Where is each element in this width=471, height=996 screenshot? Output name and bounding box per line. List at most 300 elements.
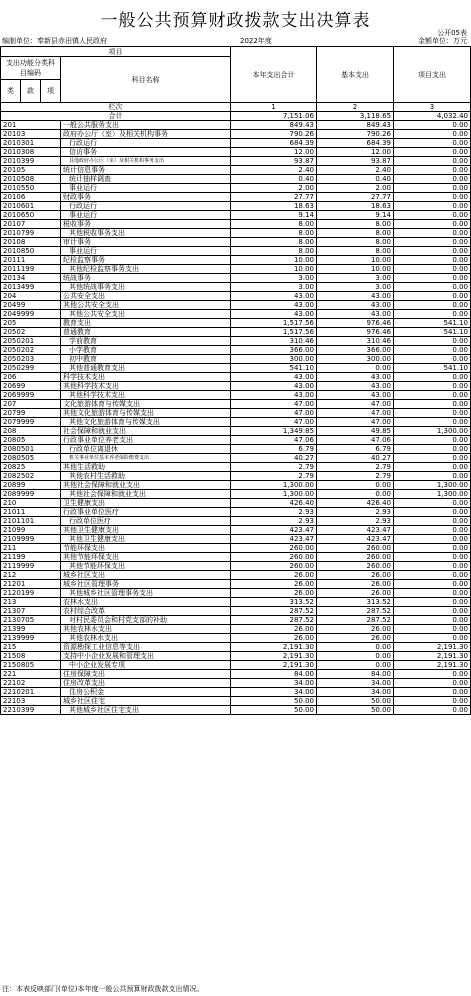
row-subject-name: 税收事务 [61,220,231,229]
row-basic: 976.46 [317,328,394,337]
table-row [1,409,471,418]
table-body [1,121,471,715]
row-code: 2130705 [1,616,61,625]
row-basic: 423.47 [317,526,394,535]
row-code: 205 [1,319,61,328]
row-project: 0.00 [394,301,471,310]
row-total: 47.06 [231,436,317,445]
row-basic: 2.79 [317,463,394,472]
row-code: 2010399 [1,157,61,166]
table-note: 注：本表反映部门(单位)本年度一般公共预算财政拨款支出情况。 [2,985,204,993]
row-code: 2080505 [1,454,61,463]
row-project: 0.00 [394,274,471,283]
table-row [1,418,471,427]
row-subject-name: 城乡社区住宅 [61,697,231,706]
row-basic: 8.00 [317,229,394,238]
line-label: 栏次 [1,103,231,112]
row-total: 43.00 [231,301,317,310]
row-subject-name: 农林水支出 [61,598,231,607]
row-project: 0.00 [394,463,471,472]
row-basic: 2.40 [317,166,394,175]
row-basic: 0.00 [317,661,394,670]
row-code: 20111 [1,256,61,265]
row-project: 0.00 [394,337,471,346]
row-total: 40.27 [231,454,317,463]
row-basic: 47.06 [317,436,394,445]
row-subject-name: 其他社会保障和就业支出 [61,481,231,490]
row-subject-name: 其他节能环保支出 [61,562,231,571]
table-row [1,373,471,382]
table-row [1,238,471,247]
row-code: 210 [1,499,61,508]
row-basic: 287.52 [317,607,394,616]
table-row [1,148,471,157]
compiling-unit: 编制单位：奉新县赤田镇人民政府 [2,37,107,45]
row-project: 0.00 [394,265,471,274]
row-project: 0.00 [394,184,471,193]
header-project-exp: 项目支出 [394,47,471,103]
report-year: 2022年度 [240,37,272,45]
table-row [1,589,471,598]
row-project: 0.00 [394,121,471,130]
row-basic: 47.00 [317,418,394,427]
table-row [1,553,471,562]
row-code: 2010301 [1,139,61,148]
header-item: 项 [41,80,61,103]
row-project: 0.00 [394,400,471,409]
table-row [1,517,471,526]
row-subject-name: 财政事务 [61,193,231,202]
row-code: 20108 [1,238,61,247]
row-code: 21011 [1,508,61,517]
row-total: 26.00 [231,625,317,634]
row-basic: 0.00 [317,490,394,499]
row-project: 0.00 [394,166,471,175]
row-basic: 43.00 [317,391,394,400]
row-code: 2101101 [1,517,61,526]
total-project: 4,032.40 [394,112,471,121]
row-total: 43.00 [231,382,317,391]
row-project: 0.00 [394,409,471,418]
table-row [1,625,471,634]
row-basic: 18.63 [317,202,394,211]
row-code: 215 [1,643,61,652]
row-code: 21199 [1,553,61,562]
row-code: 2139999 [1,634,61,643]
row-project: 541.10 [394,364,471,373]
row-subject-name: 其他农林水支出 [61,634,231,643]
row-total: 26.00 [231,580,317,589]
table-row [1,400,471,409]
row-project: 0.00 [394,382,471,391]
row-code: 2050202 [1,346,61,355]
row-total: 9.14 [231,211,317,220]
row-subject-name: 行政运行 [61,139,231,148]
table-row [1,346,471,355]
row-project: 0.00 [394,688,471,697]
row-code: 20106 [1,193,61,202]
row-code: 2010601 [1,202,61,211]
row-project: 0.00 [394,139,471,148]
table-row [1,202,471,211]
row-project: 0.00 [394,598,471,607]
table-row [1,157,471,166]
table-row [1,697,471,706]
row-basic: 84.00 [317,670,394,679]
row-project: 0.00 [394,175,471,184]
row-subject-name: 其他文化旅游体育与传媒支出 [61,418,231,427]
row-project: 0.00 [394,130,471,139]
row-subject-name: 其他统战事务支出 [61,283,231,292]
row-project: 0.00 [394,211,471,220]
row-subject-name: 资源勘探工业信息等支出 [61,643,231,652]
row-total: 34.00 [231,688,317,697]
row-total: 10.00 [231,256,317,265]
row-subject-name: 统计信息事务 [61,166,231,175]
table-row [1,220,471,229]
table-row [1,499,471,508]
row-subject-name: 其他卫生健康支出 [61,535,231,544]
row-project: 0.00 [394,535,471,544]
table-row [1,130,471,139]
row-project: 0.00 [394,589,471,598]
row-total: 2.40 [231,166,317,175]
table-row [1,166,471,175]
row-total: 27.77 [231,193,317,202]
table-row [1,688,471,697]
row-basic: 43.00 [317,373,394,382]
row-basic: 50.00 [317,706,394,715]
row-total: 43.00 [231,391,317,400]
row-project: 0.00 [394,391,471,400]
row-subject-name: 住房改革支出 [61,679,231,688]
row-project: 0.00 [394,472,471,481]
row-total: 1,300.00 [231,481,317,490]
table-row [1,598,471,607]
row-basic: 26.00 [317,634,394,643]
row-subject-name: 科学技术支出 [61,373,231,382]
row-total: 6.79 [231,445,317,454]
row-total: 50.00 [231,697,317,706]
row-code: 211 [1,544,61,553]
table-row [1,463,471,472]
row-project: 0.00 [394,508,471,517]
table-row [1,301,471,310]
row-project: 0.00 [394,346,471,355]
table-row [1,310,471,319]
row-basic: 260.00 [317,544,394,553]
row-code: 22103 [1,697,61,706]
row-total: 43.00 [231,292,317,301]
table-row [1,274,471,283]
row-basic: 849.43 [317,121,394,130]
table-row [1,184,471,193]
row-basic: 0.00 [317,481,394,490]
row-basic: 790.26 [317,130,394,139]
row-basic: 0.00 [317,364,394,373]
table-row [1,391,471,400]
table-row [1,679,471,688]
row-subject-name: 学前教育 [61,337,231,346]
row-subject-name: 行政事业单位养老支出 [61,436,231,445]
row-code: 2109999 [1,535,61,544]
row-code: 20805 [1,436,61,445]
row-code: 212 [1,571,61,580]
row-basic: 287.52 [317,616,394,625]
line-2: 2 [317,103,394,112]
row-basic: 260.00 [317,562,394,571]
row-total: 3.00 [231,283,317,292]
row-code: 20699 [1,382,61,391]
table-row [1,211,471,220]
row-project: 0.00 [394,697,471,706]
expenditure-table [0,46,471,715]
row-subject-name: 其他社会保障和就业支出 [61,490,231,499]
row-basic: 426.40 [317,499,394,508]
row-subject-name: 政府办公厅（室）及相关机构事务 [61,130,231,139]
row-code: 2049999 [1,310,61,319]
row-subject-name: 住房保障支出 [61,670,231,679]
table-row [1,445,471,454]
row-subject-name: 事业运行 [61,247,231,256]
row-total: 300.00 [231,355,317,364]
row-subject-name: 对村民委员会和村党支部的补助 [61,616,231,625]
row-project: 0.00 [394,580,471,589]
total-label: 合计 [1,112,231,121]
row-total: 2.79 [231,472,317,481]
row-basic: 260.00 [317,553,394,562]
table-row [1,229,471,238]
row-code: 2069999 [1,391,61,400]
row-project: 0.00 [394,238,471,247]
row-code: 2150805 [1,661,61,670]
row-project: 541.10 [394,319,471,328]
table-row [1,634,471,643]
row-total: 50.00 [231,706,317,715]
row-code: 20499 [1,301,61,310]
row-total: 1,300.00 [231,490,317,499]
row-code: 21201 [1,580,61,589]
header-project: 项目 [1,47,231,57]
row-subject-name: 机关事业单位基本养老保险缴费支出 [61,454,231,463]
row-subject-name: 其他城乡社区住宅支出 [61,706,231,715]
row-total: 26.00 [231,634,317,643]
row-code: 2079999 [1,418,61,427]
row-subject-name: 其他政府办公厅（室）及相关机构事务支出 [61,157,231,166]
table-row [1,121,471,130]
row-basic: 423.47 [317,535,394,544]
row-total: 84.00 [231,670,317,679]
row-basic: 0.40 [317,175,394,184]
row-basic: 43.00 [317,292,394,301]
row-basic: 366.00 [317,346,394,355]
row-total: 260.00 [231,544,317,553]
row-code: 2010508 [1,175,61,184]
table-row [1,382,471,391]
row-total: 2,191.30 [231,643,317,652]
table-row [1,616,471,625]
table-row [1,337,471,346]
row-basic: 3.00 [317,283,394,292]
row-code: 201 [1,121,61,130]
total-basic: 3,118.65 [317,112,394,121]
row-code: 213 [1,598,61,607]
row-basic: 12.00 [317,148,394,157]
row-basic: 26.00 [317,625,394,634]
row-project: 0.00 [394,625,471,634]
table-row [1,661,471,670]
row-project: 0.00 [394,355,471,364]
row-code: 2011199 [1,265,61,274]
row-project: 0.00 [394,418,471,427]
table-row [1,562,471,571]
row-code: 2119999 [1,562,61,571]
row-code: 2010550 [1,184,61,193]
table-row [1,607,471,616]
row-code: 2050299 [1,364,61,373]
report-title: 一般公共预算财政拨款支出决算表 [100,11,371,31]
row-subject-name: 其他文化旅游体育与传媒支出 [61,409,231,418]
row-total: 287.52 [231,616,317,625]
row-total: 541.10 [231,364,317,373]
row-basic: 976.46 [317,319,394,328]
row-total: 8.00 [231,247,317,256]
header-section: 款 [21,80,41,103]
row-total: 2.93 [231,508,317,517]
row-project: 0.00 [394,256,471,265]
table-row [1,472,471,481]
header-basic: 基本支出 [317,47,394,103]
row-subject-name: 城乡社区支出 [61,571,231,580]
row-project: 0.00 [394,193,471,202]
row-basic: 43.00 [317,310,394,319]
row-project: 0.00 [394,283,471,292]
row-project: 1,300.00 [394,481,471,490]
row-code: 21307 [1,607,61,616]
row-total: 43.00 [231,310,317,319]
row-project: 0.00 [394,436,471,445]
table-row [1,571,471,580]
row-project: 0.00 [394,634,471,643]
header-subject-name: 科目名称 [61,57,231,103]
row-subject-name: 事业运行 [61,184,231,193]
row-basic: 26.00 [317,571,394,580]
row-basic: 43.00 [317,382,394,391]
row-subject-name: 其他科学技术支出 [61,391,231,400]
row-subject-name: 审计事务 [61,238,231,247]
row-total: 260.00 [231,562,317,571]
row-project: 0.00 [394,454,471,463]
row-subject-name: 一般公共服务支出 [61,121,231,130]
table-row [1,670,471,679]
row-total: 10.00 [231,265,317,274]
row-project: 0.00 [394,607,471,616]
row-basic: 10.00 [317,265,394,274]
row-total: 313.52 [231,598,317,607]
row-project: 0.00 [394,706,471,715]
row-subject-name: 城乡社区管理事务 [61,580,231,589]
row-total: 684.39 [231,139,317,148]
row-project: 1,300.00 [394,490,471,499]
row-project: 0.00 [394,544,471,553]
row-total: 423.47 [231,526,317,535]
money-unit: 金额单位：万元 [418,37,467,45]
row-basic: 684.39 [317,139,394,148]
row-subject-name: 其他科学技术支出 [61,382,231,391]
row-subject-name: 农村综合改革 [61,607,231,616]
row-total: 310.46 [231,337,317,346]
row-code: 204 [1,292,61,301]
row-total: 1,517.56 [231,319,317,328]
row-project: 0.00 [394,670,471,679]
row-project: 541.10 [394,328,471,337]
row-subject-name: 公共安全支出 [61,292,231,301]
row-project: 0.00 [394,292,471,301]
header-kind: 类 [1,80,21,103]
row-basic: 43.00 [317,301,394,310]
row-basic: 2.00 [317,184,394,193]
row-basic: 26.00 [317,580,394,589]
row-total: 93.87 [231,157,317,166]
row-basic: 8.00 [317,220,394,229]
row-subject-name: 其他节能环保支出 [61,553,231,562]
row-total: 8.00 [231,229,317,238]
row-code: 21399 [1,625,61,634]
row-project: 0.00 [394,373,471,382]
row-code: 2089999 [1,490,61,499]
row-project: 2,191.30 [394,652,471,661]
row-subject-name: 其他农林水支出 [61,625,231,634]
table-row [1,454,471,463]
row-subject-name: 事业运行 [61,211,231,220]
row-code: 20134 [1,274,61,283]
row-subject-name: 其他生活救助 [61,463,231,472]
doc-number: 公开05表 [437,29,467,37]
row-total: 1,517.56 [231,328,317,337]
row-basic: 310.46 [317,337,394,346]
row-total: 8.00 [231,238,317,247]
table-row [1,652,471,661]
row-basic: 2.93 [317,517,394,526]
row-code: 20105 [1,166,61,175]
row-basic: 8.00 [317,238,394,247]
row-subject-name: 其他卫生健康支出 [61,526,231,535]
row-total: 34.00 [231,679,317,688]
row-project: 0.00 [394,148,471,157]
row-code: 21508 [1,652,61,661]
row-code: 20502 [1,328,61,337]
row-code: 2080501 [1,445,61,454]
row-basic: 50.00 [317,697,394,706]
report-meta [0,36,471,46]
row-subject-name: 纪检监察事务 [61,256,231,265]
row-subject-name: 小学教育 [61,346,231,355]
row-total: 2.79 [231,463,317,472]
row-code: 2050201 [1,337,61,346]
row-subject-name: 其他公共安全支出 [61,301,231,310]
row-project: 0.00 [394,247,471,256]
row-basic: 47.00 [317,400,394,409]
row-subject-name: 行政单位离退休 [61,445,231,454]
row-total: 260.00 [231,553,317,562]
row-total: 849.43 [231,121,317,130]
row-subject-name: 其他税收事务支出 [61,229,231,238]
row-total: 287.52 [231,607,317,616]
table-row [1,535,471,544]
row-project: 1,300.00 [394,427,471,436]
row-subject-name: 住房公积金 [61,688,231,697]
row-project: 0.00 [394,553,471,562]
